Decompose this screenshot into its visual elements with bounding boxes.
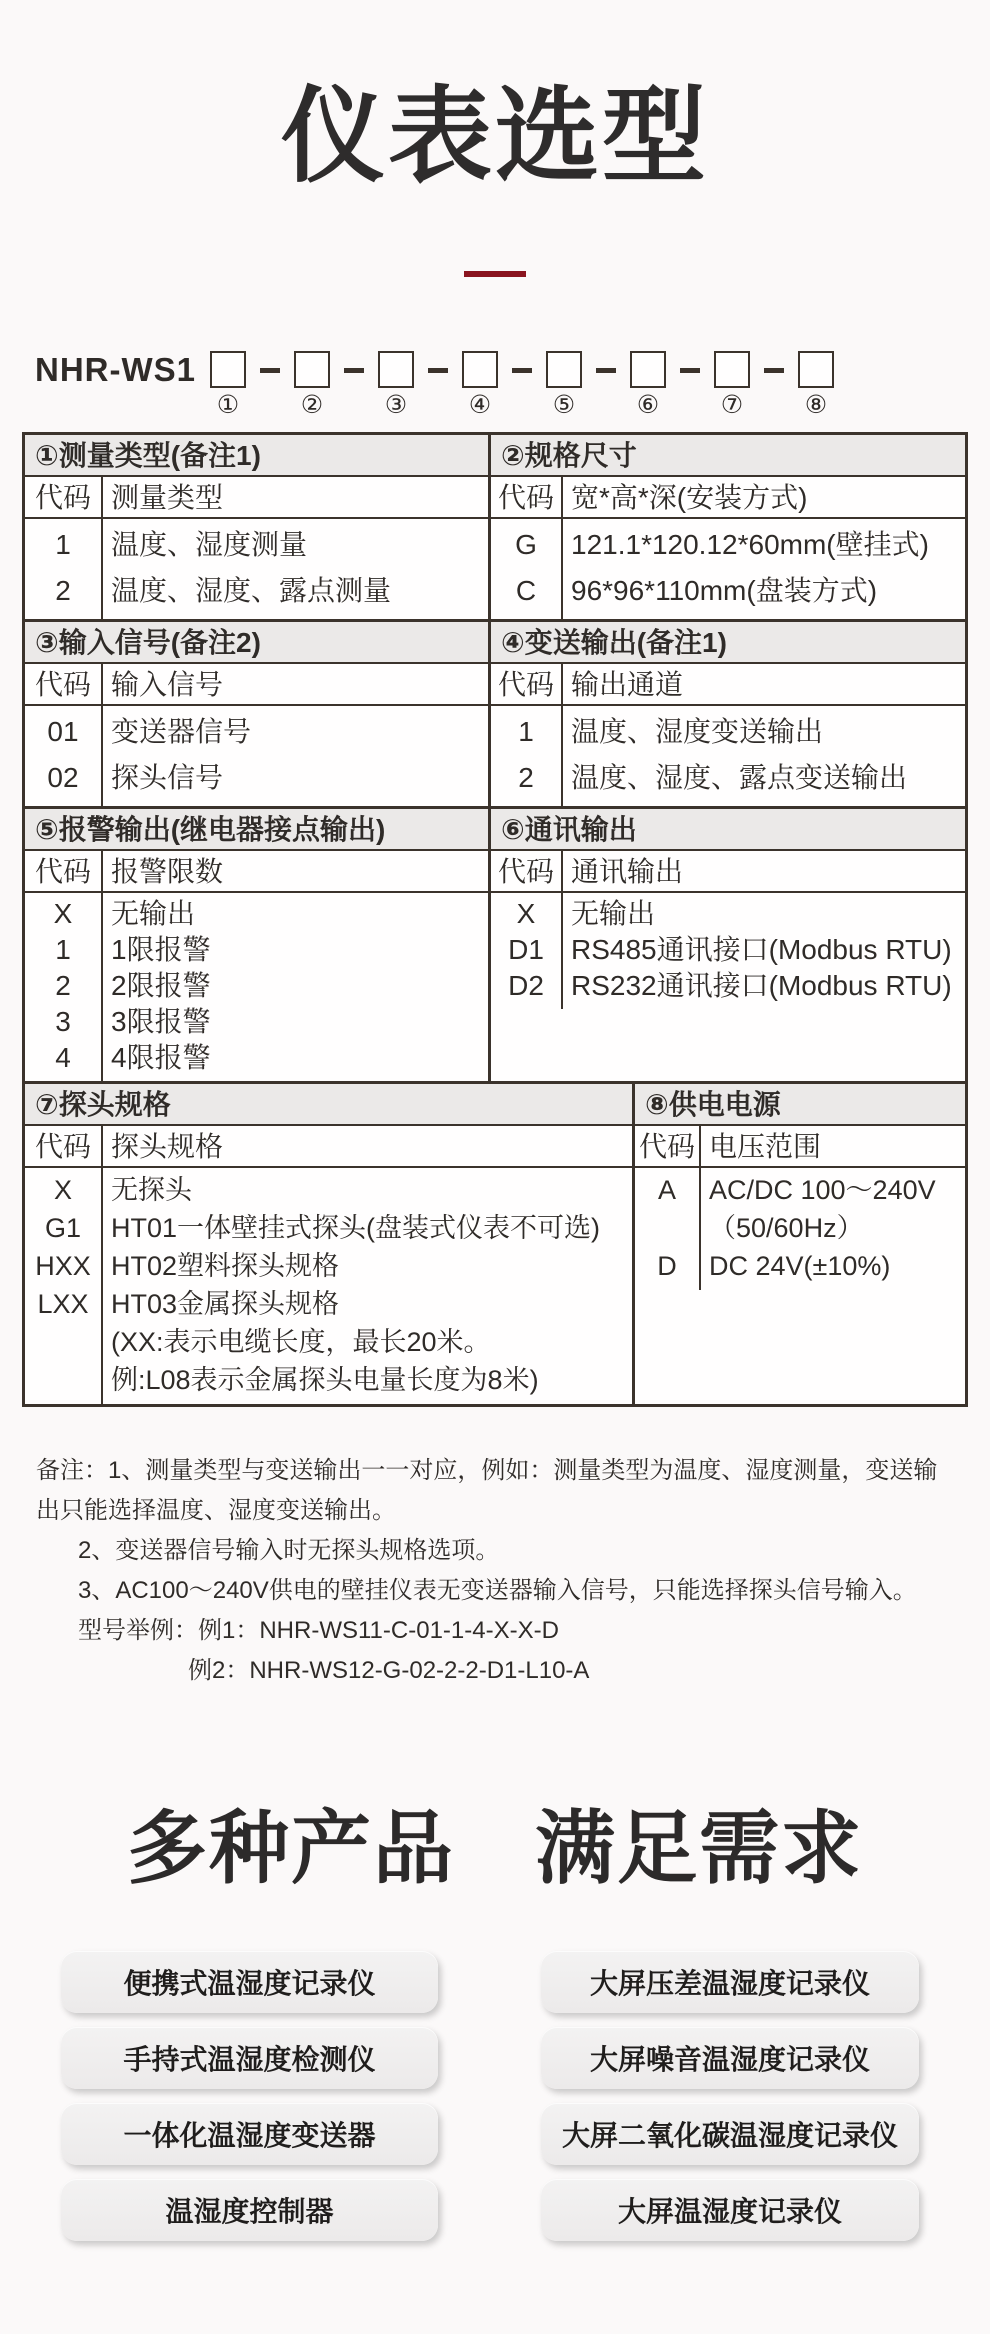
column-header: 宽*高*深(安装方式) [563, 477, 965, 519]
note-line: 型号举例：例1：NHR-WS11-C-01-1-4-X-X-D [78, 1617, 559, 1644]
dash-separator [680, 368, 700, 373]
code-value [25, 1361, 101, 1399]
option-label: 温度、湿度、露点变送输出 [571, 762, 908, 793]
model-code-boxes [210, 351, 834, 418]
column-header: 探头规格 [103, 1126, 632, 1168]
model-code-box [798, 351, 834, 388]
option-label: 温度、湿度、露点测量 [111, 575, 392, 606]
code-cell [491, 519, 561, 619]
table-section [491, 435, 965, 619]
model-code-box [462, 351, 498, 388]
code-value: X [53, 1175, 72, 1205]
note-line: 3、AC100～240V供电的壁挂仪表无变送器输入信号，只能选择探头信号输入。 [78, 1577, 917, 1604]
option-label: DC 24V(±10%) [709, 1251, 891, 1281]
position-number: ⑤ [552, 391, 576, 419]
option-cell [103, 706, 488, 806]
column-header: 报警限数 [103, 851, 488, 893]
model-code-box [378, 351, 414, 388]
code-cell [25, 893, 101, 1081]
code-value: 4 [55, 1042, 71, 1073]
option-label: (XX:表示电缆长度，最长20米。 [111, 1327, 491, 1357]
column-header: 代码 [491, 477, 561, 519]
code-value: 2 [518, 762, 534, 793]
note-line: 备注：1、测量类型与变送输出一一对应，例如：测量类型为温度、湿度测量，变送输出只能选择温度、湿度变送输出。 [36, 1457, 938, 1524]
option-label: 4限报警 [111, 1042, 211, 1073]
column-header: 输出通道 [563, 664, 965, 706]
dash-separator [260, 368, 280, 373]
code-value: LXX [37, 1289, 89, 1319]
code-value: HXX [35, 1251, 91, 1281]
position-number: ⑦ [720, 391, 744, 419]
table-group [25, 806, 965, 1081]
table-section [491, 809, 965, 1081]
product-button[interactable]: 大屏温湿度记录仪 [541, 2179, 919, 2241]
code-cell [25, 1168, 101, 1404]
products-title-left: 多种产品 [127, 1804, 455, 1893]
model-position [714, 351, 750, 418]
column-header: 通讯输出 [563, 851, 965, 893]
notes-section [22, 1451, 968, 1691]
product-button[interactable]: 温湿度控制器 [61, 2179, 438, 2241]
code-value: G1 [44, 1213, 82, 1243]
column-header: 代码 [25, 1126, 101, 1168]
section-title: ②规格尺寸 [491, 435, 965, 477]
section-title: ⑥通讯输出 [491, 809, 965, 851]
table-section [25, 1084, 635, 1404]
product-button[interactable]: 便携式温湿度记录仪 [61, 1951, 438, 2013]
product-button[interactable]: 一体化温湿度变送器 [61, 2103, 438, 2165]
code-value [635, 1209, 699, 1247]
option-label: 1限报警 [111, 934, 211, 965]
code-value: 2 [55, 970, 71, 1001]
model-code-box [210, 351, 246, 388]
column-header: 代码 [491, 664, 561, 706]
model-position [294, 351, 330, 418]
option-cell [563, 706, 965, 806]
model-position [546, 351, 582, 418]
table-group [25, 435, 965, 619]
option-label: 3限报警 [111, 1006, 211, 1037]
option-label: HT02塑料探头规格 [111, 1251, 340, 1281]
section-title: ⑤报警输出(继电器接点输出) [25, 809, 488, 851]
code-value: C [515, 575, 537, 606]
product-button-grid [22, 1951, 968, 2241]
position-number: ④ [468, 391, 492, 419]
code-cell [491, 893, 561, 1009]
code-value: D1 [508, 934, 544, 965]
option-cell [103, 1168, 632, 1404]
option-label: 探头信号 [111, 762, 224, 793]
option-cell [103, 893, 488, 1081]
model-prefix: NHR-WS1 [35, 351, 196, 388]
title-underline [464, 271, 526, 277]
option-cell [563, 519, 965, 619]
column-header: 代码 [25, 851, 101, 893]
option-label: 无输出 [571, 898, 656, 929]
dash-separator [596, 368, 616, 373]
section-title: ⑧供电电源 [635, 1084, 965, 1126]
code-value: 02 [47, 762, 79, 793]
dash-separator [344, 368, 364, 373]
code-value: 3 [55, 1006, 71, 1037]
option-label: 96*96*110mm(盘装方式) [571, 575, 878, 606]
products-title [0, 1804, 990, 1893]
products-title-right: 满足需求 [535, 1804, 863, 1893]
model-position [798, 351, 834, 418]
option-label: HT03金属探头规格 [111, 1289, 340, 1319]
code-value: 1 [55, 934, 71, 965]
code-cell [491, 706, 561, 806]
column-header: 代码 [25, 664, 101, 706]
selection-table [22, 432, 968, 1407]
position-number: ⑧ [804, 391, 828, 419]
code-value: A [657, 1175, 676, 1205]
option-label: 无探头 [111, 1175, 192, 1205]
model-position [210, 351, 246, 418]
option-label: 2限报警 [111, 970, 211, 1001]
product-button[interactable]: 大屏压差温湿度记录仪 [541, 1951, 919, 2013]
dash-separator [764, 368, 784, 373]
note-line: 2、变送器信号输入时无探头规格选项。 [78, 1537, 500, 1564]
option-cell [701, 1168, 965, 1290]
code-value: G [515, 529, 537, 560]
position-number: ② [300, 391, 324, 419]
model-code-box [630, 351, 666, 388]
option-label: RS232通讯接口(Modbus RTU) [571, 970, 952, 1001]
section-title: ④变送输出(备注1) [491, 622, 965, 664]
table-section [25, 435, 491, 619]
code-cell [25, 519, 101, 619]
product-button[interactable]: 大屏噪音温湿度记录仪 [541, 2027, 919, 2089]
option-label: 温度、湿度测量 [111, 529, 308, 560]
code-value: 1 [55, 529, 71, 560]
dash-separator [428, 368, 448, 373]
model-position [462, 351, 498, 418]
model-code-box [294, 351, 330, 388]
page-title: 仪表选型 [280, 79, 709, 195]
code-cell [635, 1168, 699, 1290]
section-title: ③输入信号(备注2) [25, 622, 488, 664]
option-label: 无输出 [111, 898, 196, 929]
table-section [25, 622, 491, 806]
option-cell [103, 519, 488, 619]
code-value: 1 [518, 716, 534, 747]
model-code-box [714, 351, 750, 388]
note-line: 例2：NHR-WS12-G-02-2-2-D1-L10-A [188, 1657, 590, 1684]
model-code-row [35, 351, 990, 418]
column-header: 测量类型 [103, 477, 488, 519]
product-button[interactable]: 手持式温湿度检测仪 [61, 2027, 438, 2089]
code-cell [25, 706, 101, 806]
code-value: 2 [55, 575, 71, 606]
position-number: ⑥ [636, 391, 660, 419]
column-header: 代码 [635, 1126, 699, 1168]
column-header: 代码 [491, 851, 561, 893]
option-cell [563, 893, 965, 1009]
code-value: 01 [47, 716, 79, 747]
code-value [25, 1323, 101, 1361]
section-title: ⑦探头规格 [25, 1084, 632, 1126]
table-group [25, 1081, 965, 1404]
code-value: D [657, 1251, 677, 1281]
model-code-box [546, 351, 582, 388]
code-value: X [516, 898, 536, 929]
dash-separator [512, 368, 532, 373]
option-label: 温度、湿度变送输出 [571, 716, 824, 747]
option-label: 变送器信号 [111, 716, 252, 747]
column-header: 电压范围 [701, 1126, 965, 1168]
option-label: AC/DC 100～240V [709, 1175, 936, 1205]
option-label: 例:L08表示金属探头电量长度为8米) [111, 1365, 539, 1395]
column-header: 输入信号 [103, 664, 488, 706]
position-number: ③ [384, 391, 408, 419]
option-label: 121.1*120.12*60mm(壁挂式) [571, 529, 929, 560]
product-button[interactable]: 大屏二氧化碳温湿度记录仪 [541, 2103, 919, 2165]
column-header: 代码 [25, 477, 101, 519]
table-section [635, 1084, 965, 1404]
model-position [630, 351, 666, 418]
table-group [25, 619, 965, 806]
code-value: D2 [508, 970, 544, 1001]
table-section [491, 622, 965, 806]
model-position [378, 351, 414, 418]
position-number: ① [216, 391, 240, 419]
option-label: HT01一体壁挂式探头(盘装式仪表不可选) [111, 1213, 601, 1243]
table-section [25, 809, 491, 1081]
option-label: （50/60Hz） [709, 1213, 864, 1243]
option-label: RS485通讯接口(Modbus RTU) [571, 934, 952, 965]
code-value: X [53, 898, 73, 929]
section-title: ①测量类型(备注1) [25, 435, 488, 477]
